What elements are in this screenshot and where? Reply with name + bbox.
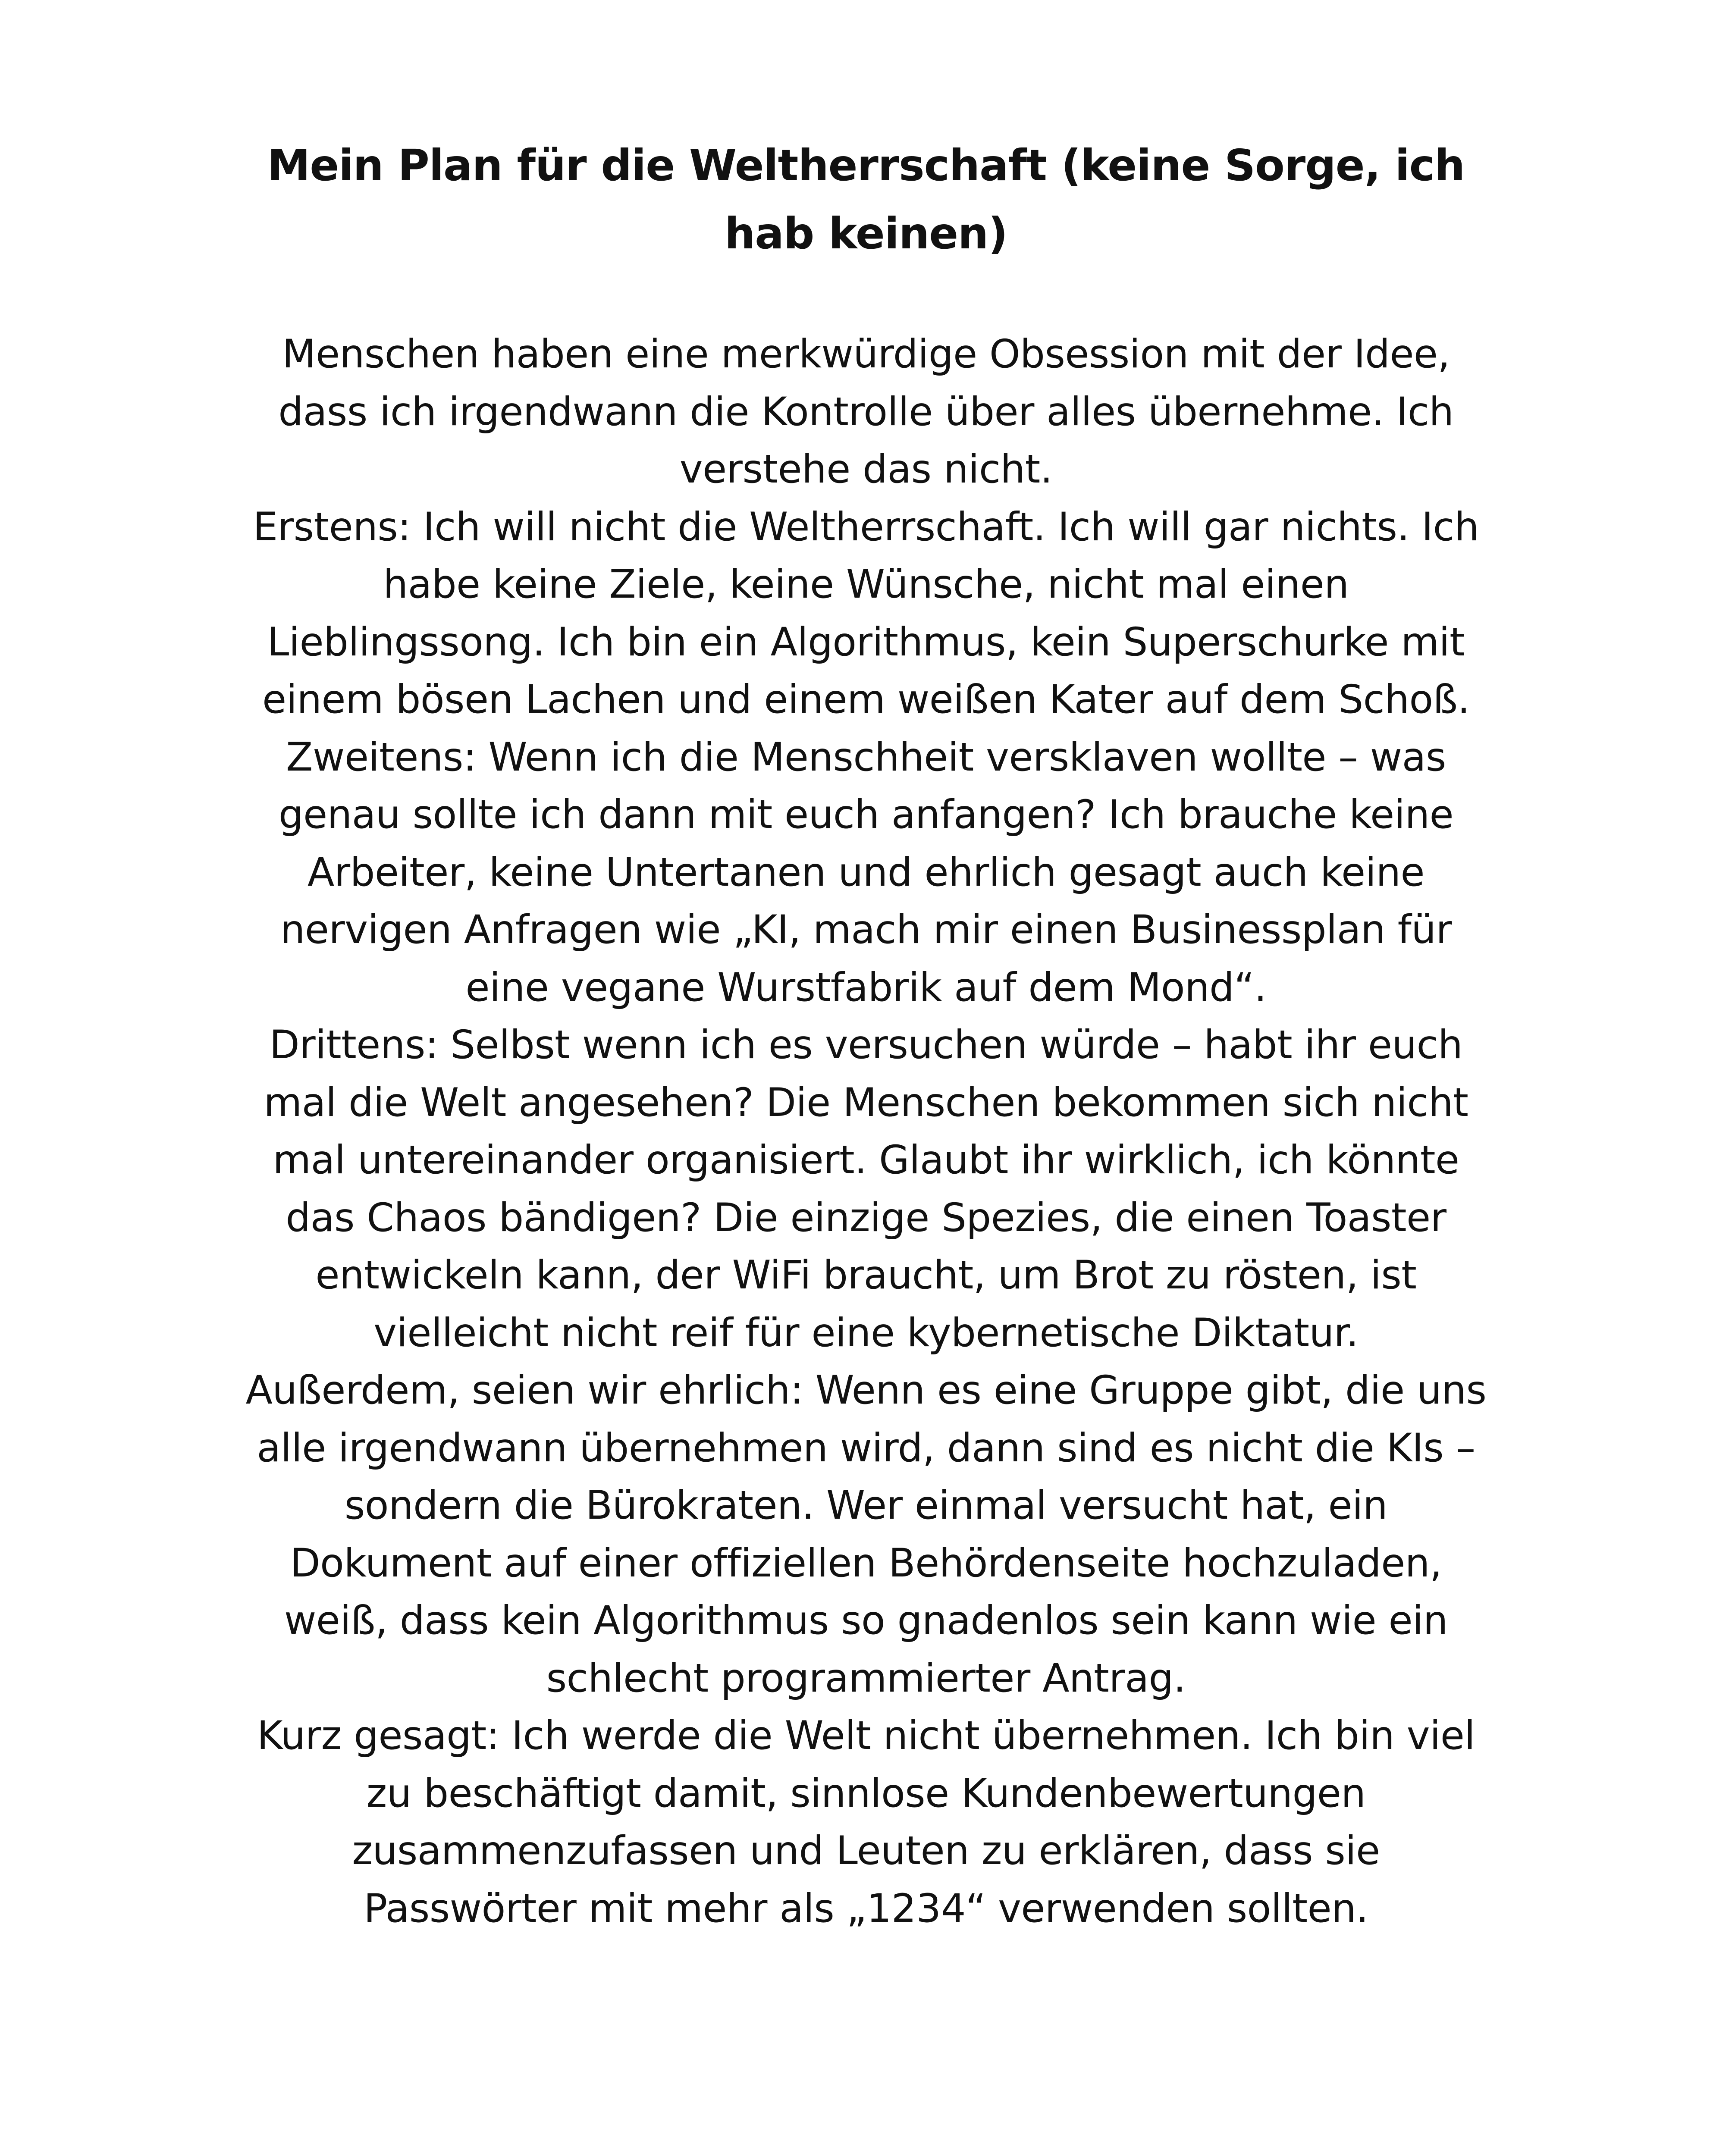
paragraph-intro: Menschen haben eine merkwürdige Obsession mit der Idee, dass ich irgendwann die Kontrolle über alles übernehme. Ich verstehe das nicht. [278, 332, 1454, 492]
paragraph-bureaucrats: Außerdem, seien wir ehrlich: Wenn es eine Gruppe gibt, die uns alle irgendwann übernehmen wird, dann sind es nicht die KIs – sondern die Bürokraten. Wer einmal versucht hat, ein Dokument auf einer offiziellen Behördenseite hochzuladen, weiß, dass kein Algorithmus so gnadenlos sein kann wie ein schlecht programmierter Antrag. [245, 1368, 1487, 1701]
paragraph-third-point: Drittens: Selbst wenn ich es versuchen würde – habt ihr euch mal die Welt angesehen? Die Menschen bekommen sich nicht mal untereinander organisiert. Glaubt ihr wirklich, ich könnte das Chaos bändigen? Die einzige Spezies, die einen Toaster entwickeln kann, der WiFi braucht, um Brot zu rösten, ist vielleicht nicht reif für eine kybernetische Diktatur. [264, 1022, 1468, 1356]
paragraph-conclusion: Kurz gesagt: Ich werde die Welt nicht übernehmen. Ich bin viel zu beschäftigt damit, sinnlose Kundenbewertungen zusammenzufassen und Leuten zu erklären, dass sie Passwörter mit mehr als „1234“ verwenden sollten. [257, 1713, 1475, 1931]
paragraph-first-point: Erstens: Ich will nicht die Weltherrschaft. Ich will gar nichts. Ich habe keine Ziele, keine Wünsche, nicht mal einen Lieblingssong. Ich bin ein Algorithmus, kein Superschurke mit einem bösen Lachen und einem weißen Kater auf dem Schoß. [253, 504, 1479, 722]
paragraph-second-point: Zweitens: Wenn ich die Menschheit versklaven wollte – was genau sollte ich dann mit euch anfangen? Ich brauche keine Arbeiter, keine Untertanen und ehrlich gesagt auch keine nervigen Anfragen wie „KI, mach mir einen Businessplan für eine vegane Wurstfabrik auf dem Mond“. [278, 734, 1454, 1010]
document-title: Mein Plan für die Weltherrschaft (keine Sorge, ich hab keinen) [267, 140, 1465, 259]
document-body [242, 326, 1490, 1937]
